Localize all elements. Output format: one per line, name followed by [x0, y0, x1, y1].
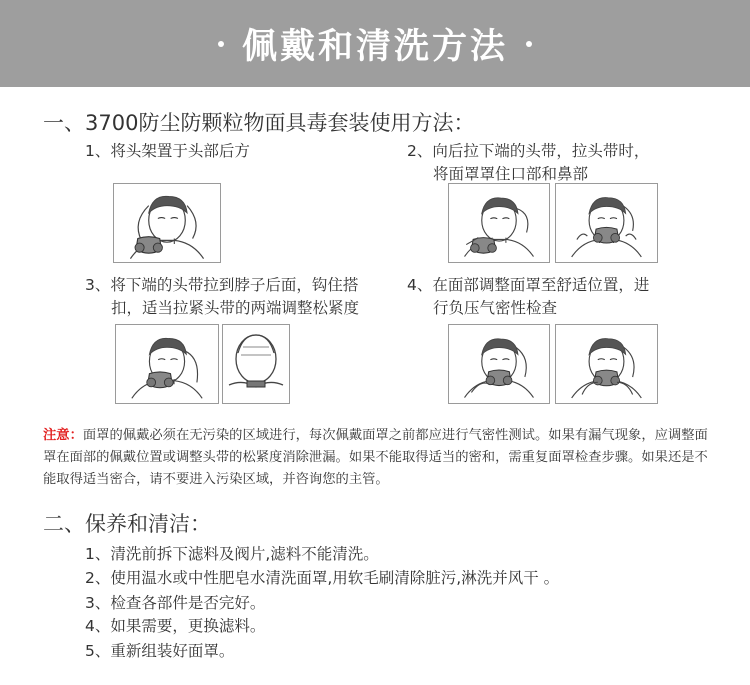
step4-line1: 4、在面部调整面罩至舒适位置，进	[407, 276, 650, 294]
banner-title-text: 佩戴和清洗方法	[241, 26, 508, 67]
section1-heading: 一、3700防尘防颗粒物面具毒套装使用方法：	[43, 111, 475, 135]
step2-illustration-b	[555, 183, 658, 263]
care-item-2: 2、使用温水或中性肥皂水清洗面罩,用软毛刷清除脏污,淋洗并风干 。	[85, 569, 560, 587]
care-item-1: 1、清洗前拆下滤料及阀片,滤料不能清洗。	[85, 545, 379, 563]
step4-line2: 行负压气密性检查	[433, 299, 558, 317]
step4-illustration-b	[555, 324, 658, 404]
banner-dot-left	[218, 41, 224, 47]
step2-line1: 2、向后拉下端的头带，拉头带时，	[407, 142, 650, 160]
step1-line1: 1、将头架置于头部后方	[85, 142, 250, 160]
step3-line2: 扣，适当拉紧头带的两端调整松紧度	[111, 299, 360, 317]
title-banner	[0, 0, 750, 87]
note-paragraph	[43, 425, 708, 491]
banner-dot-right	[526, 41, 532, 47]
step3-illustration-b	[222, 324, 290, 404]
note-text: 面罩的佩戴必须在无污染的区域进行，每次佩戴面罩之前都应进行气密性测试。如果有漏气现象，应调整面罩在面部的佩戴位置或调整头带的松紧度消除泄漏。如果不能取得适当的密和，需重复面罩检查步骤。如果还是不能取得适当密合，请不要进入污染区域，并咨询您的主管。	[43, 428, 708, 487]
step1-illustration	[113, 183, 221, 263]
care-item-5: 5、重新组装好面罩。	[85, 642, 235, 660]
step3-line1: 3、将下端的头带拉到脖子后面，钩住搭	[85, 276, 359, 294]
step1-text	[85, 140, 250, 163]
care-item-4: 4、如果需要，更换滤料。	[85, 617, 266, 635]
step2-text	[407, 140, 649, 186]
section2-heading: 二、保养和清洁：	[43, 512, 211, 536]
step3-illustration-a	[115, 324, 219, 404]
step2-illustration-a	[448, 183, 550, 263]
note-label: 注意：	[43, 428, 83, 443]
step4-illustration-a	[448, 324, 550, 404]
step4-text	[407, 274, 649, 320]
care-item-3: 3、检查各部件是否完好。	[85, 594, 266, 612]
step2-line2: 将面罩罩住口部和鼻部	[433, 165, 589, 183]
step3-text	[85, 274, 359, 320]
banner-title	[200, 19, 550, 69]
